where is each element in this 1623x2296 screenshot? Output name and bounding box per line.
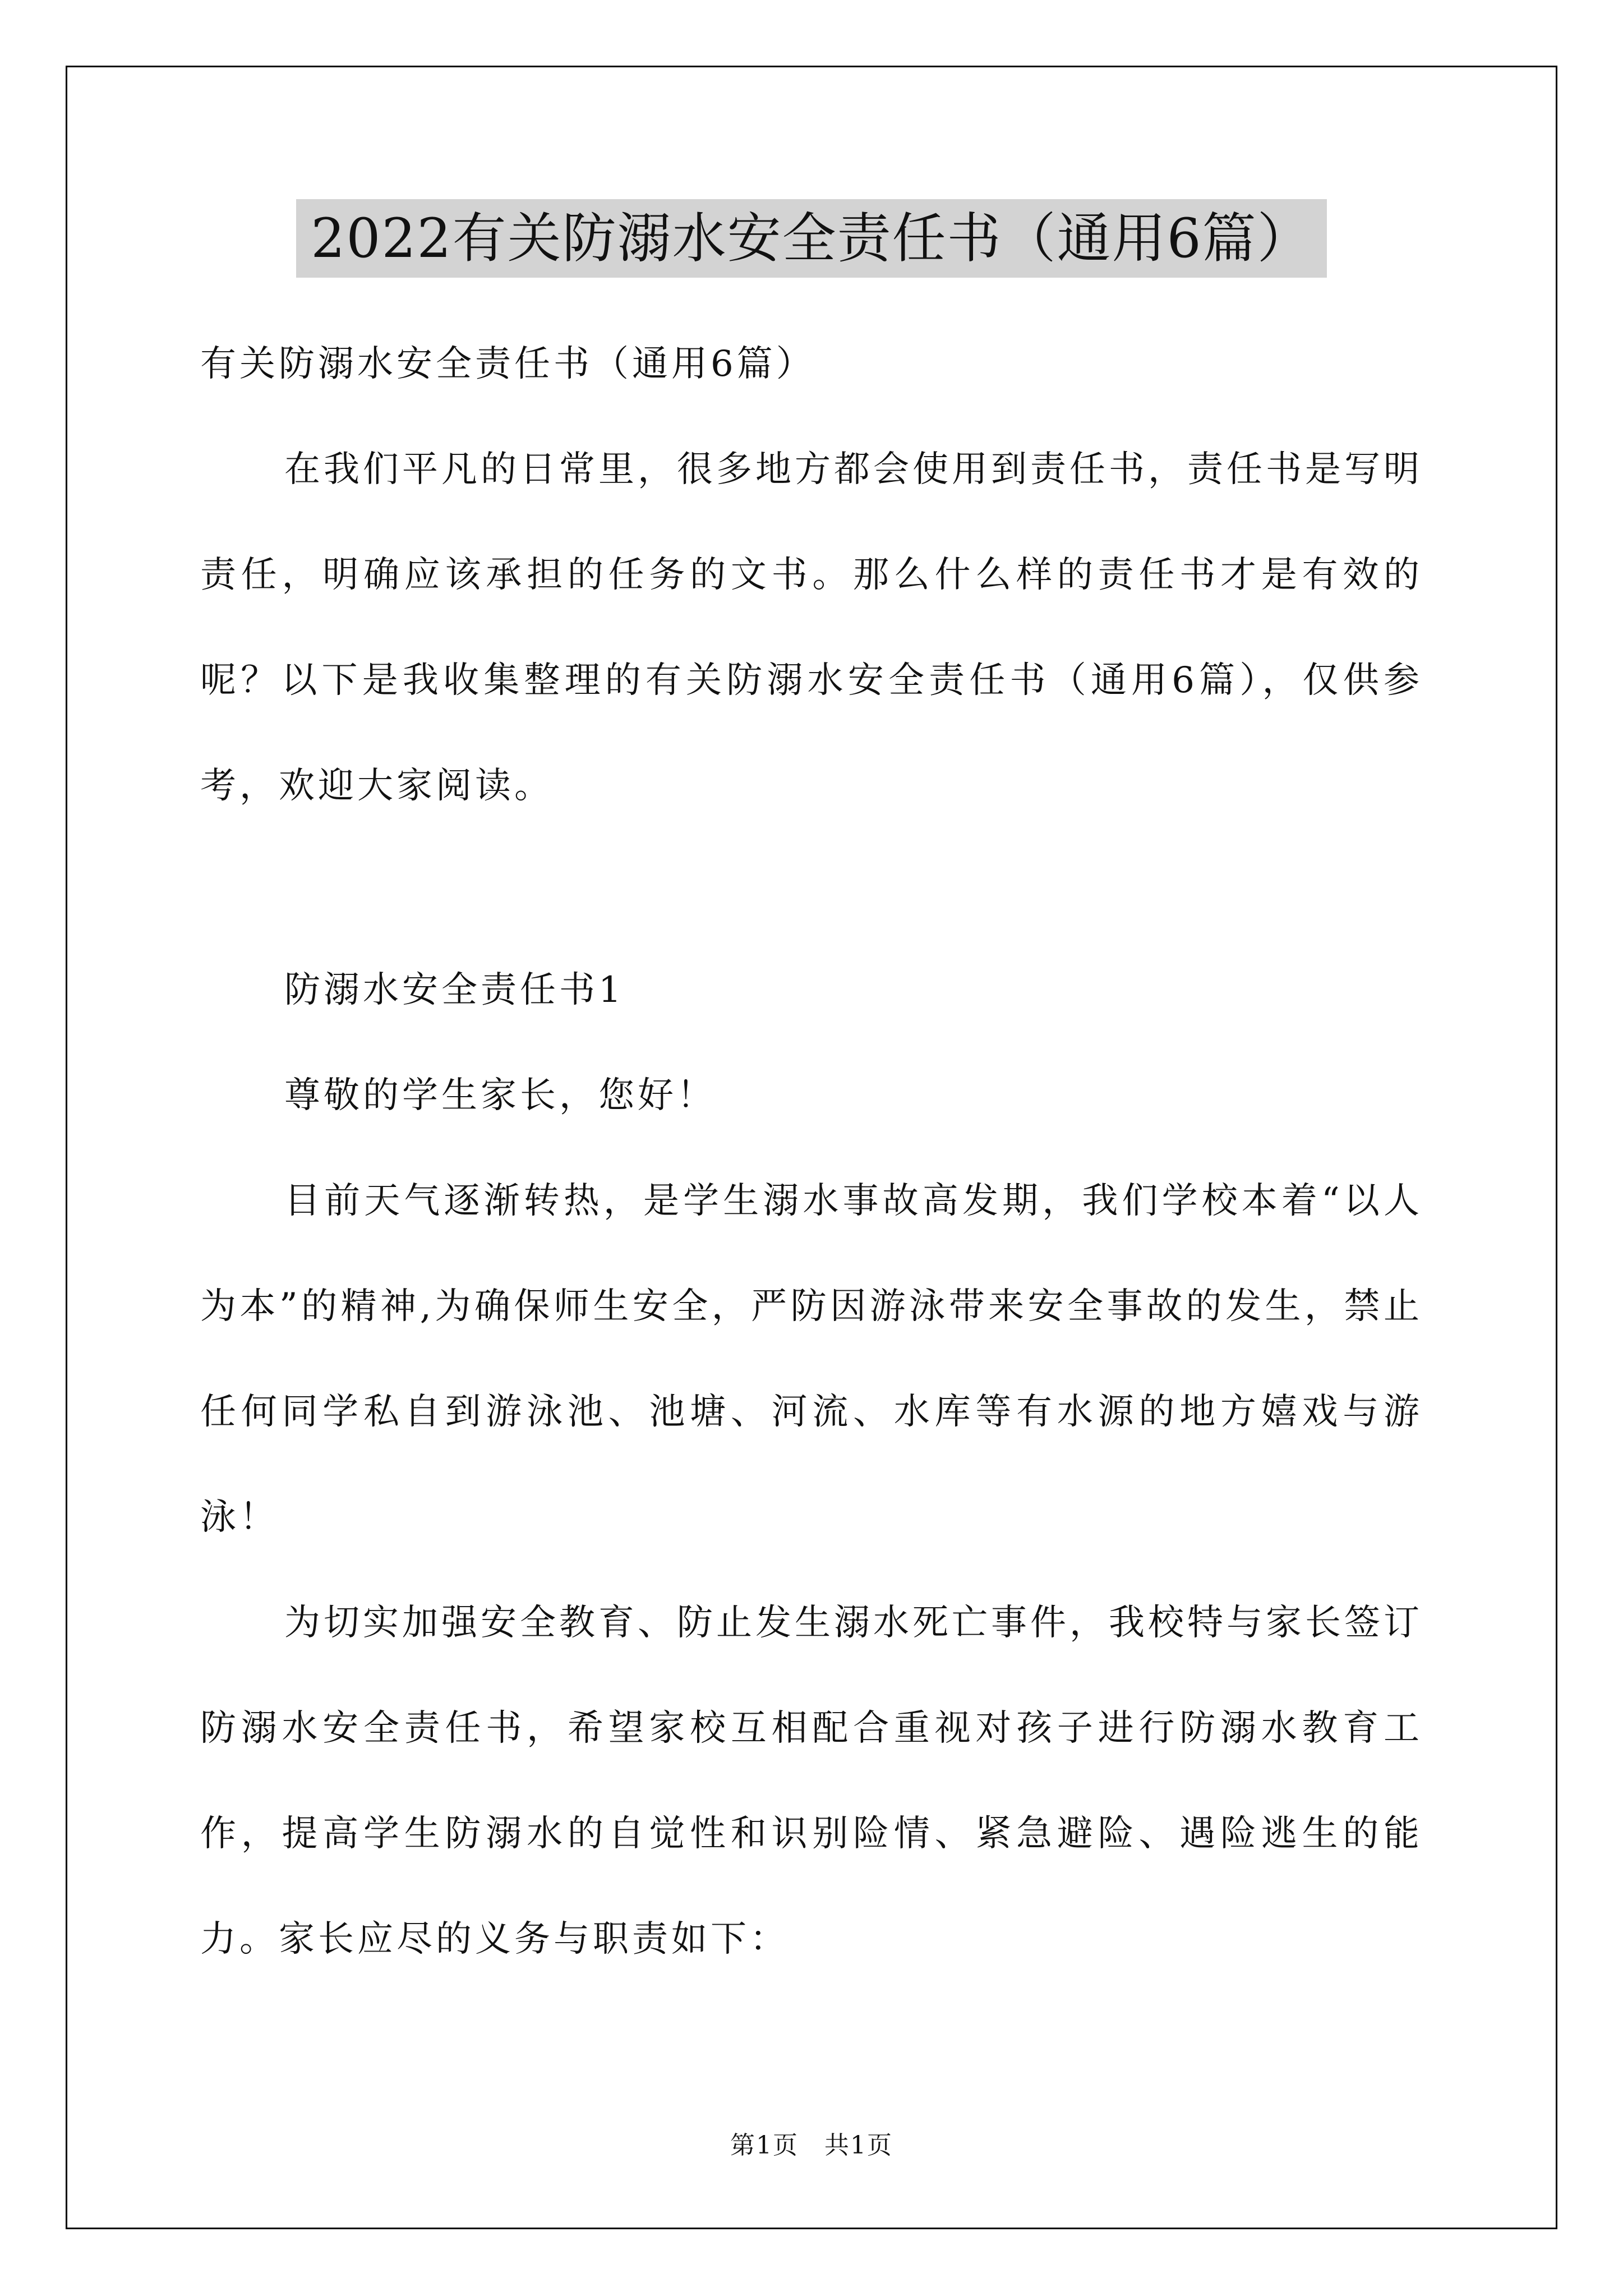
body-paragraph-2: 为切实加强安全教育、防止发生溺水死亡事件，我校特与家长签订防溺水安全责任书，希望家校互相配合重视对孩子进行防溺水教育工作，提高学生防溺水的自觉性和识别险情、紧急避险、遇险逃生的能力。家长应尽的义务与职责如下： [200,1602,1423,1960]
page-footer: 第1页 共1页 [730,2131,893,2160]
title-container [0,199,1623,278]
body-paragraph-1: 目前天气逐渐转热，是学生溺水事故高发期，我们学校本着“以人为本”的精神,为确保师生安全，严防因游泳带来安全事故的发生，禁止任何同学私自到游泳池、池塘、河流、水库等有水源的地方嬉戏与游泳！ [200,1180,1423,1538]
document-subtitle: 有关防溺水安全责任书（通用6篇） [200,343,815,385]
salutation: 尊敬的学生家长，您好！ [284,1075,716,1116]
document-body [200,311,1423,1992]
intro-paragraph: 在我们平凡的日常里，很多地方都会使用到责任书，责任书是写明责任，明确应该承担的任务的文书。那么什么样的责任书才是有效的呢？以下是我收集整理的有关防溺水安全责任书（通用6篇），仅供参考，欢迎大家阅读。 [200,449,1423,807]
section-heading: 防溺水安全责任书1 [284,969,625,1011]
document-title: 2022有关防溺水安全责任书（通用6篇） [296,199,1326,278]
